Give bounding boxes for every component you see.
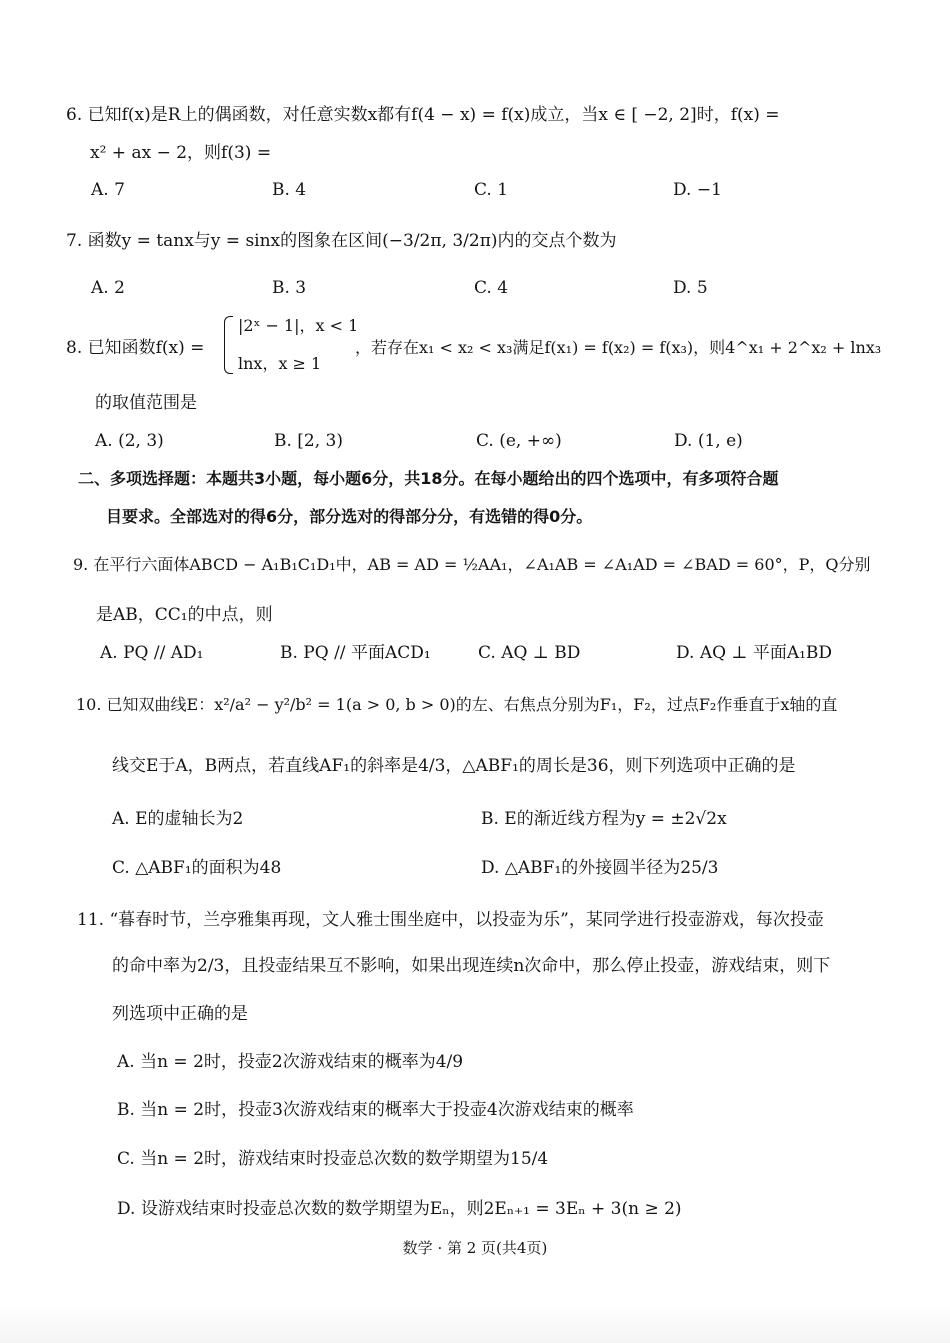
q7-option-c: C. 4: [474, 278, 509, 298]
q6-stem-line2: x² + ax − 2，则f(3) =: [90, 143, 272, 163]
q8-piece-2: lnx，x ≥ 1: [238, 354, 322, 373]
q7-stem: 7. 函数y = tanx与y = sinx的图象在区间(−3/2π, 3/2π)内的交点个数为: [66, 231, 617, 251]
q10-option-a: A. E的虚轴长为2: [112, 809, 244, 829]
q7-option-d: D. 5: [673, 278, 708, 298]
q10-option-b: B. E的渐近线方程为y = ±2√2x: [481, 809, 727, 829]
q10-stem-line2: 线交E于A，B两点，若直线AF₁的斜率是4/3，△ABF₁的周长是36，则下列选项中正确的是: [112, 756, 796, 776]
q11-stem-line3: 列选项中正确的是: [112, 1004, 248, 1024]
q9-option-b: B. PQ // 平面ACD₁: [280, 643, 431, 663]
q8-option-d: D. (1, e): [674, 431, 743, 451]
q10-stem-line1: 10. 已知双曲线E：x²/a² − y²/b² = 1(a > 0, b > 0)的左、右焦点分别为F₁，F₂，过点F₂作垂直于x轴的直: [76, 695, 838, 714]
q9-option-c: C. AQ ⊥ BD: [478, 643, 581, 663]
q10-option-d: D. △ABF₁的外接圆半径为25/3: [481, 858, 719, 878]
q11-option-d: D. 设游戏结束时投壶总次数的数学期望为Eₙ，则2Eₙ₊₁ = 3Eₙ + 3(n ≥ 2): [117, 1199, 682, 1219]
q7-option-b: B. 3: [272, 278, 307, 298]
q9-option-a: A. PQ // AD₁: [100, 643, 204, 663]
page-bottom-shade: [0, 1305, 950, 1343]
q9-option-d: D. AQ ⊥ 平面A₁BD: [676, 643, 833, 663]
q8-piecewise-brace: [224, 316, 233, 374]
section-2-heading-line1: 二、多项选择题：本题共3小题，每小题6分，共18分。在每小题给出的四个选项中，有多项符合题: [78, 469, 779, 488]
q11-option-a: A. 当n = 2时，投壶2次游戏结束的概率为4/9: [117, 1052, 464, 1072]
page-footer: 数学 · 第 2 页(共4页): [402, 1239, 548, 1257]
q6-option-b: B. 4: [272, 180, 307, 200]
q8-option-c: C. (e, +∞): [476, 431, 562, 451]
q9-stem-line2: 是AB，CC₁的中点，则: [96, 605, 273, 625]
q6-option-c: C. 1: [474, 180, 509, 200]
q8-option-a: A. (2, 3): [95, 431, 164, 451]
q11-stem-line2: 的命中率为2/3，且投壶结果互不影响，如果出现连续n次命中，那么停止投壶，游戏结束，则下: [112, 956, 831, 976]
q7-option-a: A. 2: [91, 278, 125, 298]
q8-stem-right: ，若存在x₁ < x₂ < x₃满足f(x₁) = f(x₂) = f(x₃)，则4^x₁ + 2^x₂ + lnx₃: [355, 338, 882, 357]
q8-option-b: B. [2, 3): [274, 431, 344, 451]
q6-option-a: A. 7: [91, 180, 125, 200]
q11-option-b: B. 当n = 2时，投壶3次游戏结束的概率大于投壶4次游戏结束的概率: [117, 1100, 634, 1120]
q10-option-c: C. △ABF₁的面积为48: [112, 858, 282, 878]
q8-stem-line2: 的取值范围是: [95, 393, 197, 413]
q11-stem-line1: 11. “暮春时节，兰亭雅集再现，文人雅士围坐庭中，以投壶为乐”，某同学进行投壶游戏，每次投壶: [77, 910, 824, 930]
q6-stem-line1: 6. 已知f(x)是R上的偶函数，对任意实数x都有f(4 − x) = f(x)成立，当x ∈ [ −2, 2]时，f(x) =: [66, 105, 780, 125]
q9-stem-line1: 9. 在平行六面体ABCD − A₁B₁C₁D₁中，AB = AD = ½AA₁，∠A₁AB = ∠A₁AD = ∠BAD = 60°，P，Q分别: [73, 555, 871, 574]
section-2-heading-line2: 目要求。全部选对的得6分，部分选对的得部分分，有选错的得0分。: [106, 507, 593, 526]
q8-stem-left: 8. 已知函数f(x) =: [66, 338, 205, 358]
q11-option-c: C. 当n = 2时，游戏结束时投壶总次数的数学期望为15/4: [117, 1149, 549, 1169]
q8-piece-1: |2ˣ − 1|，x < 1: [238, 316, 359, 335]
q6-option-d: D. −1: [673, 180, 722, 200]
